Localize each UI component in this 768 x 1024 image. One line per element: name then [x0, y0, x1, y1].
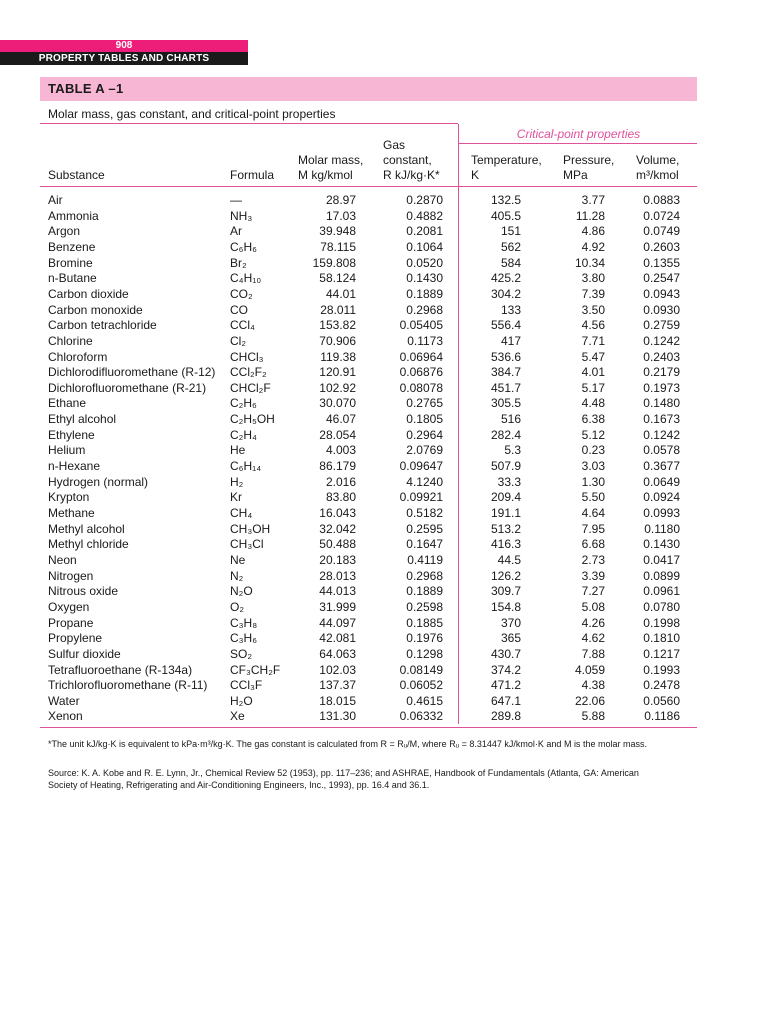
cell-temperature: 132.5 [490, 193, 521, 207]
cell-temperature: 647.1 [490, 693, 521, 708]
cell-temperature: 536.6 [490, 349, 521, 364]
table-row [0, 584, 768, 600]
table-row [0, 209, 768, 225]
cell-pressure: 7.71 [581, 333, 605, 348]
cell-pressure: 4.64 [581, 506, 605, 520]
cell-substance: Sulfur dioxide [48, 646, 121, 661]
cell-molar-mass: 86.179 [319, 459, 356, 474]
cell-substance: Water [48, 693, 80, 708]
cell-substance: n-Butane [48, 271, 97, 286]
cell-volume: 0.2403 [643, 349, 680, 364]
cell-volume: 0.0780 [643, 599, 680, 614]
cell-formula: CH₃Cl [230, 537, 264, 552]
table-row [0, 303, 768, 319]
cell-formula: H₂O [230, 693, 253, 708]
header-volume: Volume, m³/kmol [636, 153, 680, 182]
table-row [0, 600, 768, 616]
table-row [0, 678, 768, 694]
cell-substance: Methyl alcohol [48, 521, 125, 536]
cell-substance: Dichlorofluoromethane (R-21) [48, 380, 207, 395]
cell-formula: NH₃ [230, 208, 253, 223]
cell-formula: C₂H₄ [230, 427, 257, 442]
cell-pressure: 3.80 [581, 271, 605, 286]
cell-molar-mass: 18.015 [319, 693, 356, 708]
cell-molar-mass: 30.070 [319, 396, 356, 411]
cell-molar-mass: 17.03 [325, 208, 356, 223]
cell-temperature: 154.8 [490, 599, 521, 614]
cell-temperature: 507.9 [490, 459, 521, 474]
cell-gas-constant: 0.5182 [406, 506, 443, 520]
cell-pressure: 5.47 [581, 349, 605, 364]
cell-volume: 0.0961 [643, 584, 680, 599]
cell-substance: Xenon [48, 709, 83, 724]
cell-substance: Propylene [48, 631, 103, 646]
cell-substance: Ethyl alcohol [48, 412, 117, 427]
cell-volume: 0.1810 [643, 631, 680, 646]
cell-molar-mass: 20.183 [319, 552, 356, 567]
header-gas-constant: Gas constant, R kJ/kg·K* [383, 138, 440, 182]
cell-volume: 0.0578 [643, 443, 680, 458]
cell-pressure: 4.01 [581, 365, 605, 380]
cell-gas-constant: 0.08078 [399, 380, 443, 395]
cell-substance: Chloroform [48, 349, 108, 364]
table-row [0, 381, 768, 397]
cell-substance: Hydrogen (normal) [48, 474, 149, 489]
cell-temperature: 191.1 [490, 506, 521, 520]
cell-gas-constant: 0.06332 [399, 709, 443, 724]
table-row [0, 334, 768, 350]
cell-temperature: 44.5 [497, 552, 521, 567]
cell-formula: CH₄ [230, 506, 253, 520]
cell-temperature: 516 [500, 412, 521, 427]
cell-molar-mass: 28.011 [320, 302, 356, 317]
table-row [0, 522, 768, 538]
cell-volume: 0.2603 [643, 239, 680, 254]
cell-formula: Xe [230, 709, 245, 724]
cell-substance: Nitrogen [48, 568, 94, 583]
cell-pressure: 3.77 [581, 193, 605, 207]
cell-substance: Argon [48, 224, 81, 239]
header-molar-mass: Molar mass, M kg/kmol [298, 153, 364, 182]
table-row [0, 475, 768, 491]
cell-volume: 0.0993 [643, 506, 680, 520]
cell-volume: 0.1180 [644, 521, 680, 536]
cell-gas-constant: 0.08149 [399, 662, 443, 677]
cell-substance: Air [48, 193, 63, 207]
cell-pressure: 5.12 [581, 427, 605, 442]
cell-pressure: 11.28 [575, 208, 605, 223]
page-number: 908 [0, 40, 248, 52]
cell-formula: C₆H₆ [230, 239, 258, 254]
cell-substance: Trichlorofluoromethane (R-11) [48, 678, 208, 693]
cell-formula: CHCl₂F [230, 380, 271, 395]
footnote-units: *The unit kJ/kg·K is equivalent to kPa·m³/kg·K. The gas constant is calculated from R = Rᵤ/M, where Rᵤ = 8.31447 kJ/kmol·K and M is the molar mass. [48, 739, 647, 749]
cell-molar-mass: 44.013 [319, 584, 356, 599]
cell-molar-mass: 137.37 [319, 678, 356, 693]
cell-substance: Krypton [48, 490, 90, 505]
cell-formula: Ne [230, 552, 246, 567]
cell-gas-constant: 0.1805 [406, 412, 443, 427]
table-row [0, 663, 768, 679]
cell-temperature: 425.2 [490, 271, 521, 286]
cell-substance: Bromine [48, 255, 93, 270]
table-title-bar [40, 77, 697, 101]
cell-temperature: 282.4 [490, 427, 521, 442]
cell-gas-constant: 0.2968 [406, 302, 443, 317]
cell-gas-constant: 0.1885 [406, 615, 443, 630]
cell-molar-mass: 31.999 [319, 599, 356, 614]
cell-molar-mass: 102.03 [319, 662, 356, 677]
cell-volume: 0.2547 [643, 271, 680, 286]
cell-pressure: 4.48 [581, 396, 605, 411]
cell-volume: 0.0943 [643, 286, 680, 301]
table-row [0, 490, 768, 506]
cell-temperature: 309.7 [490, 584, 521, 599]
group-rule [458, 143, 697, 144]
cell-pressure: 1.30 [581, 474, 605, 489]
cell-gas-constant: 0.4615 [406, 693, 443, 708]
cell-temperature: 562 [500, 239, 521, 254]
cell-temperature: 5.3 [504, 443, 521, 458]
cell-molar-mass: 119.38 [320, 349, 356, 364]
cell-gas-constant: 0.1647 [406, 537, 443, 552]
cell-gas-constant: 0.0520 [406, 255, 443, 270]
header-formula: Formula [230, 168, 275, 182]
header-temperature: Temperature, K [471, 153, 542, 182]
cell-formula: SO₂ [230, 646, 252, 661]
cell-volume: 0.1355 [643, 255, 680, 270]
table-row [0, 224, 768, 240]
table-row [0, 553, 768, 569]
cell-temperature: 365 [500, 631, 521, 646]
cell-volume: 0.2478 [643, 678, 680, 693]
cell-formula: H₂ [230, 474, 244, 489]
cell-gas-constant: 0.09921 [399, 490, 443, 505]
cell-molar-mass: 46.07 [325, 412, 356, 427]
cell-volume: 0.3677 [643, 459, 680, 474]
cell-gas-constant: 0.06964 [399, 349, 443, 364]
cell-gas-constant: 0.4882 [406, 208, 443, 223]
cell-molar-mass: 44.01 [325, 286, 356, 301]
cell-temperature: 416.3 [490, 537, 521, 552]
cell-substance: Tetrafluoroethane (R-134a) [48, 662, 193, 677]
cell-gas-constant: 2.0769 [406, 443, 443, 458]
cell-molar-mass: 4.003 [325, 443, 356, 458]
table-row [0, 271, 768, 287]
cell-gas-constant: 4.1240 [406, 474, 443, 489]
table-row [0, 318, 768, 334]
cell-pressure: 4.059 [574, 662, 605, 677]
cell-volume: 0.0560 [643, 693, 680, 708]
cell-molar-mass: 70.906 [319, 333, 356, 348]
cell-substance: Ammonia [48, 208, 99, 223]
cell-formula: C₂H₅OH [230, 412, 275, 427]
footnote-source: Source: K. A. Kobe and R. E. Lynn, Jr., Chemical Review 52 (1953), pp. 117–236; and ASHRAE, Handbook of Fundamentals (Atlanta, GA: American Society of Heating, Refrigerating and Air-Conditioning Engineers, Inc., 1993), pp. 16.4 and 36.1. [48, 768, 639, 790]
cell-formula: Kr [230, 490, 242, 505]
cell-pressure: 5.17 [581, 380, 605, 395]
cell-molar-mass: 131.30 [319, 709, 356, 724]
cell-gas-constant: 0.2598 [406, 599, 443, 614]
cell-temperature: 451.7 [490, 380, 521, 395]
cell-formula: — [230, 193, 242, 207]
cell-substance: Dichlorodifluoromethane (R-12) [48, 365, 216, 380]
cell-pressure: 7.39 [581, 286, 605, 301]
cell-substance: Benzene [48, 239, 96, 254]
table-row [0, 365, 768, 381]
cell-molar-mass: 159.808 [312, 255, 356, 270]
cell-pressure: 3.03 [581, 459, 605, 474]
cell-gas-constant: 0.1173 [407, 333, 443, 348]
cell-volume: 0.0924 [643, 490, 680, 505]
cell-temperature: 33.3 [497, 474, 521, 489]
running-header [0, 40, 248, 65]
cell-pressure: 4.62 [581, 631, 605, 646]
cell-pressure: 3.39 [581, 568, 605, 583]
cell-volume: 0.1217 [643, 646, 680, 661]
cell-pressure: 4.26 [581, 615, 605, 630]
cell-gas-constant: 0.1976 [406, 631, 443, 646]
cell-molar-mass: 102.92 [319, 380, 356, 395]
table-row [0, 694, 768, 710]
cell-pressure: 6.38 [581, 412, 605, 427]
cell-molar-mass: 50.488 [319, 537, 356, 552]
table-row [0, 537, 768, 553]
cell-pressure: 4.86 [581, 224, 605, 239]
cell-molar-mass: 120.91 [319, 365, 356, 380]
cell-substance: n-Hexane [48, 459, 101, 474]
cell-temperature: 584 [500, 255, 521, 270]
cell-pressure: 5.88 [581, 709, 605, 724]
cell-molar-mass: 32.042 [319, 521, 356, 536]
cell-gas-constant: 0.2870 [406, 193, 443, 207]
cell-formula: CH₃OH [230, 521, 271, 536]
header-pressure: Pressure, MPa [563, 153, 615, 182]
cell-molar-mass: 28.054 [319, 427, 356, 442]
table-row [0, 443, 768, 459]
cell-formula: CO [230, 302, 248, 317]
cell-gas-constant: 0.1889 [406, 584, 443, 599]
cell-temperature: 430.7 [490, 646, 521, 661]
cell-temperature: 417 [500, 333, 521, 348]
cell-pressure: 5.08 [581, 599, 605, 614]
table-row [0, 506, 768, 522]
cell-volume: 0.0930 [643, 302, 680, 317]
cell-gas-constant: 0.06052 [399, 678, 443, 693]
cell-formula: N₂O [230, 584, 253, 599]
cell-substance: Helium [48, 443, 86, 458]
cell-temperature: 151 [500, 224, 521, 239]
table-row [0, 616, 768, 632]
cell-formula: C₄H₁₀ [230, 271, 262, 286]
header-rule [40, 186, 697, 187]
cell-gas-constant: 0.1889 [406, 286, 443, 301]
cell-pressure: 10.34 [574, 255, 605, 270]
cell-molar-mass: 28.97 [325, 193, 356, 207]
cell-temperature: 471.2 [490, 678, 521, 693]
cell-substance: Methane [48, 506, 95, 520]
table-row [0, 647, 768, 663]
cell-substance: Propane [48, 615, 94, 630]
cell-substance: Carbon monoxide [48, 302, 143, 317]
cell-substance: Neon [48, 552, 77, 567]
cell-temperature: 384.7 [490, 365, 521, 380]
cell-volume: 0.2759 [643, 318, 680, 333]
cell-gas-constant: 0.1430 [406, 271, 443, 286]
table-row [0, 287, 768, 303]
cell-formula: He [230, 443, 246, 458]
cell-formula: O₂ [230, 599, 244, 614]
cell-molar-mass: 58.124 [319, 271, 356, 286]
cell-pressure: 4.56 [581, 318, 605, 333]
cell-volume: 0.1673 [643, 412, 680, 427]
cell-formula: CCl₄ [230, 318, 255, 333]
cell-gas-constant: 0.06876 [399, 365, 443, 380]
cell-volume: 0.1242 [643, 333, 680, 348]
cell-temperature: 304.2 [490, 286, 521, 301]
cell-formula: CHCl₃ [230, 349, 264, 364]
cell-formula: Cl₂ [230, 333, 246, 348]
cell-gas-constant: 0.2968 [406, 568, 443, 583]
cell-substance: Carbon tetrachloride [48, 318, 157, 333]
cell-substance: Nitrous oxide [48, 584, 119, 599]
cell-gas-constant: 0.1298 [406, 646, 443, 661]
table-row [0, 256, 768, 272]
table-row [0, 709, 768, 725]
cell-formula: Br₂ [230, 255, 247, 270]
cell-volume: 0.1973 [643, 380, 680, 395]
cell-temperature: 209.4 [490, 490, 521, 505]
cell-gas-constant: 0.1064 [406, 239, 443, 254]
cell-gas-constant: 0.4119 [407, 552, 443, 567]
table-title: TABLE A –1 [48, 81, 124, 96]
critical-point-group-header: Critical-point properties [516, 127, 641, 141]
table-row [0, 428, 768, 444]
bottom-rule [40, 727, 697, 728]
cell-volume: 0.1480 [643, 396, 680, 411]
cell-pressure: 7.95 [581, 521, 605, 536]
cell-volume: 0.1186 [644, 709, 680, 724]
cell-substance: Carbon dioxide [48, 286, 129, 301]
cell-volume: 0.0749 [643, 224, 680, 239]
table-caption: Molar mass, gas constant, and critical-point properties [48, 107, 336, 121]
cell-volume: 0.1242 [643, 427, 680, 442]
top-rule [40, 123, 458, 124]
cell-volume: 0.1998 [643, 615, 680, 630]
cell-molar-mass: 16.043 [319, 506, 356, 520]
cell-volume: 0.1430 [643, 537, 680, 552]
cell-temperature: 374.2 [490, 662, 521, 677]
cell-pressure: 6.68 [581, 537, 605, 552]
cell-gas-constant: 0.2081 [406, 224, 443, 239]
cell-volume: 0.0883 [643, 193, 680, 207]
cell-formula: Ar [230, 224, 242, 239]
header-substance: Substance [48, 168, 105, 182]
table-row [0, 240, 768, 256]
cell-temperature: 289.8 [490, 709, 521, 724]
cell-substance: Methyl chloride [48, 537, 129, 552]
cell-gas-constant: 0.2765 [406, 396, 443, 411]
cell-formula: CCl₃F [230, 678, 263, 693]
cell-formula: CF₃CH₂F [230, 662, 281, 677]
cell-pressure: 22.06 [574, 693, 605, 708]
cell-temperature: 133 [500, 302, 521, 317]
cell-formula: CO₂ [230, 286, 253, 301]
cell-volume: 0.0417 [643, 552, 680, 567]
cell-molar-mass: 2.016 [325, 474, 356, 489]
cell-substance: Ethane [48, 396, 87, 411]
cell-volume: 0.0724 [643, 208, 680, 223]
cell-formula: CCl₂F₂ [230, 365, 267, 380]
table-row [0, 193, 768, 209]
cell-temperature: 513.2 [490, 521, 521, 536]
cell-molar-mass: 42.081 [319, 631, 356, 646]
section-title: PROPERTY TABLES AND CHARTS [0, 52, 248, 65]
cell-formula: C₆H₁₄ [230, 459, 262, 474]
cell-molar-mass: 78.115 [320, 239, 356, 254]
cell-pressure: 0.23 [581, 443, 605, 458]
table-row [0, 396, 768, 412]
cell-pressure: 3.50 [581, 302, 605, 317]
cell-volume: 0.1993 [643, 662, 680, 677]
cell-temperature: 405.5 [490, 208, 521, 223]
cell-substance: Oxygen [48, 599, 90, 614]
cell-volume: 0.0899 [643, 568, 680, 583]
cell-pressure: 7.88 [581, 646, 605, 661]
cell-formula: C₂H₆ [230, 396, 257, 411]
cell-molar-mass: 153.82 [319, 318, 356, 333]
cell-gas-constant: 0.09647 [399, 459, 443, 474]
cell-gas-constant: 0.05405 [399, 318, 443, 333]
cell-molar-mass: 28.013 [319, 568, 356, 583]
cell-pressure: 4.38 [581, 678, 605, 693]
table-row [0, 631, 768, 647]
cell-temperature: 305.5 [490, 396, 521, 411]
cell-volume: 0.2179 [643, 365, 680, 380]
cell-formula: C₃H₈ [230, 615, 258, 630]
table-row [0, 569, 768, 585]
table-row [0, 412, 768, 428]
cell-formula: C₃H₆ [230, 631, 258, 646]
cell-formula: N₂ [230, 568, 244, 583]
cell-temperature: 370 [500, 615, 521, 630]
cell-substance: Ethylene [48, 427, 95, 442]
cell-temperature: 556.4 [490, 318, 521, 333]
cell-molar-mass: 39.948 [319, 224, 356, 239]
table-row [0, 459, 768, 475]
cell-temperature: 126.2 [490, 568, 521, 583]
cell-pressure: 4.92 [581, 239, 605, 254]
table-row [0, 350, 768, 366]
cell-gas-constant: 0.2595 [406, 521, 443, 536]
cell-pressure: 5.50 [581, 490, 605, 505]
cell-pressure: 2.73 [581, 552, 605, 567]
cell-molar-mass: 44.097 [319, 615, 356, 630]
cell-pressure: 7.27 [581, 584, 605, 599]
cell-volume: 0.0649 [643, 474, 680, 489]
cell-molar-mass: 83.80 [325, 490, 356, 505]
cell-substance: Chlorine [48, 333, 93, 348]
cell-molar-mass: 64.063 [319, 646, 356, 661]
cell-gas-constant: 0.2964 [406, 427, 443, 442]
